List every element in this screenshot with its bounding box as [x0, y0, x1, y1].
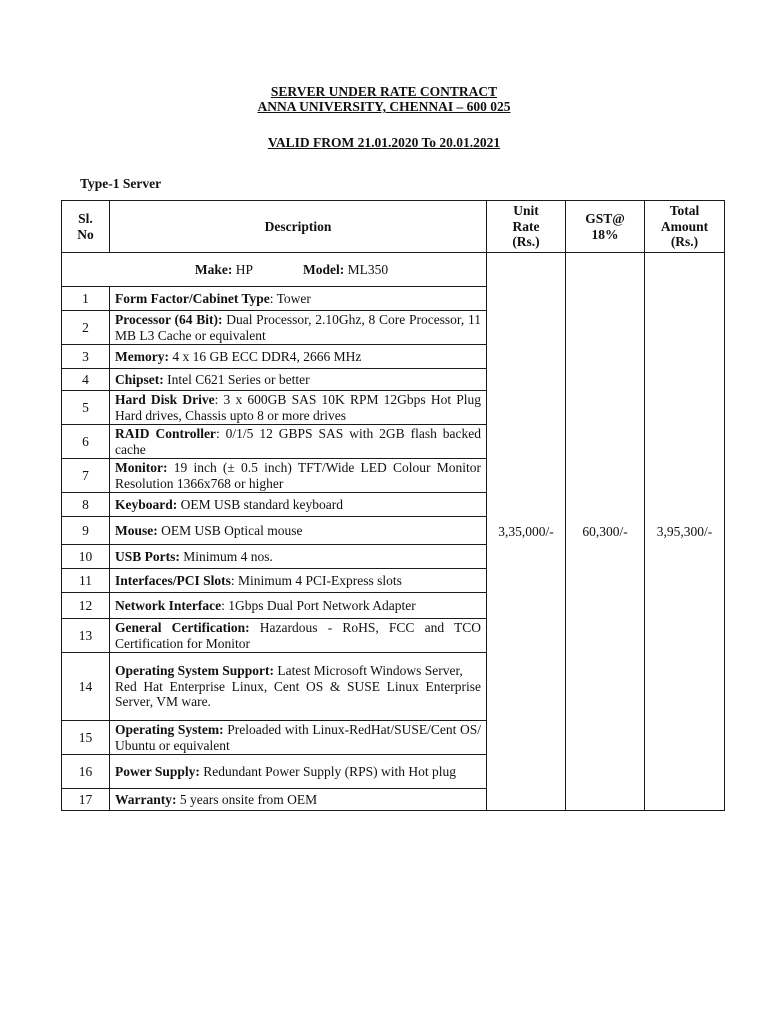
spec-table	[61, 200, 725, 811]
spec-text: 19 inch (± 0.5 inch) TFT/Wide LED Colour Monitor Resolution 1366x768 or higher	[115, 460, 481, 491]
spec-separator: :	[269, 290, 277, 306]
spec-text: 0/1/5 12 GBPS SAS with 2GB flash backed cache	[115, 426, 481, 457]
spec-label: RAID Controller	[115, 426, 216, 441]
spec-text: Hazardous - RoHS, FCC and TCO Certification for Monitor	[115, 620, 482, 651]
spec-description	[110, 311, 487, 345]
serial-number: 14	[62, 653, 110, 721]
make-model-cell: Make: HP Model: ML350	[62, 253, 487, 287]
spec-description	[110, 593, 487, 619]
spec-description	[110, 569, 487, 593]
spec-description	[110, 369, 487, 391]
serial-number: 15	[62, 721, 110, 755]
spec-description	[110, 755, 487, 789]
serial-number: 1	[62, 287, 110, 311]
spec-text: Latest Microsoft Windows Server,	[277, 663, 463, 679]
serial-number: 2	[62, 311, 110, 345]
spec-text: Minimum 4 PCI-Express slots	[238, 572, 402, 588]
spec-label: Power Supply:	[115, 763, 200, 779]
spec-label: Hard Disk Drive	[115, 392, 215, 407]
spec-description	[110, 721, 487, 755]
spec-text: Preloaded with Linux-RedHat/SUSE/Cent OS/ Ubuntu or equivalent	[115, 722, 481, 753]
header-total-amount: Total Amount (Rs.)	[645, 201, 725, 253]
serial-number: 8	[62, 493, 110, 517]
doc-title-line2: ANNA UNIVERSITY, CHENNAI – 600 025	[257, 99, 511, 114]
spec-text: 4 x 16 GB ECC DDR4, 2666 MHz	[172, 348, 362, 364]
spec-description	[110, 345, 487, 369]
spec-description	[110, 493, 487, 517]
header-description: Description	[110, 201, 487, 253]
header-row	[62, 201, 725, 253]
serial-number: 13	[62, 619, 110, 653]
spec-text: Intel C621 Series or better	[167, 371, 310, 387]
spec-label: Operating System Support:	[115, 663, 275, 679]
spec-label: Chipset:	[115, 371, 164, 387]
doc-title-line1: SERVER UNDER RATE CONTRACT	[270, 84, 498, 99]
spec-text: 3 x 600GB SAS 10K RPM 12Gbps Hot Plug Hard drives, Chassis upto 8 or more drives	[115, 392, 482, 423]
serial-number: 12	[62, 593, 110, 619]
spec-label: Interfaces/PCI Slots	[115, 572, 231, 588]
spec-label: Warranty:	[115, 791, 177, 807]
spec-description	[110, 425, 487, 459]
spec-separator: :	[215, 426, 226, 441]
total-amount-value: 3,95,300/-	[645, 253, 725, 811]
validity-line: VALID FROM 21.01.2020 To 20.01.2021	[267, 135, 501, 150]
serial-number: 17	[62, 789, 110, 811]
spec-label: Keyboard:	[115, 496, 178, 512]
spec-label: Processor (64 Bit):	[115, 312, 223, 327]
spec-label: General Certification:	[115, 620, 250, 635]
spec-description	[110, 391, 487, 425]
spec-label: Form Factor/Cabinet Type	[115, 290, 270, 306]
spec-separator	[250, 620, 260, 635]
make-model-row	[62, 253, 725, 287]
header-gst: GST@ 18%	[566, 201, 645, 253]
spec-text: Minimum 4 nos.	[183, 548, 273, 564]
spec-separator: :	[221, 597, 229, 613]
serial-number: 3	[62, 345, 110, 369]
spec-label: Mouse:	[115, 522, 158, 538]
spec-label: Memory:	[115, 348, 169, 364]
spec-text: 5 years onsite from OEM	[179, 791, 318, 807]
gst-value: 60,300/-	[566, 253, 645, 811]
spec-label: USB Ports:	[115, 548, 180, 564]
serial-number: 4	[62, 369, 110, 391]
serial-number: 7	[62, 459, 110, 493]
serial-number: 9	[62, 517, 110, 545]
spec-separator: :	[230, 572, 238, 588]
serial-number: 5	[62, 391, 110, 425]
serial-number: 10	[62, 545, 110, 569]
spec-description	[110, 653, 487, 721]
spec-text: 1Gbps Dual Port Network Adapter	[228, 597, 416, 613]
spec-text: Tower	[276, 290, 311, 306]
spec-description	[110, 619, 487, 653]
spec-text: Redundant Power Supply (RPS) with Hot plug	[203, 763, 457, 779]
spec-label: Monitor:	[115, 460, 168, 475]
spec-description	[110, 287, 487, 311]
serial-number: 6	[62, 425, 110, 459]
section-title: Type-1 Server	[80, 176, 162, 191]
unit-rate-value: 3,35,000/-	[487, 253, 566, 811]
spec-label: Network Interface	[115, 597, 222, 613]
spec-text: OEM USB Optical mouse	[161, 522, 303, 538]
spec-label: Operating System:	[115, 722, 224, 737]
spec-description	[110, 517, 487, 545]
header-sl-no: Sl. No	[62, 201, 110, 253]
spec-text: OEM USB standard keyboard	[180, 496, 343, 512]
spec-separator: :	[214, 392, 224, 407]
spec-description	[110, 545, 487, 569]
serial-number: 16	[62, 755, 110, 789]
spec-description	[110, 459, 487, 493]
spec-description	[110, 789, 487, 811]
spec-text-line2: Red Hat Enterprise Linux, Cent OS & SUSE Linux Enterprise Server, VM ware.	[115, 678, 481, 710]
serial-number: 11	[62, 569, 110, 593]
spec-text: Dual Processor, 2.10Ghz, 8 Core Processor, 11 MB L3 Cache or equivalent	[115, 312, 482, 343]
header-unit-rate: Unit Rate (Rs.)	[487, 201, 566, 253]
